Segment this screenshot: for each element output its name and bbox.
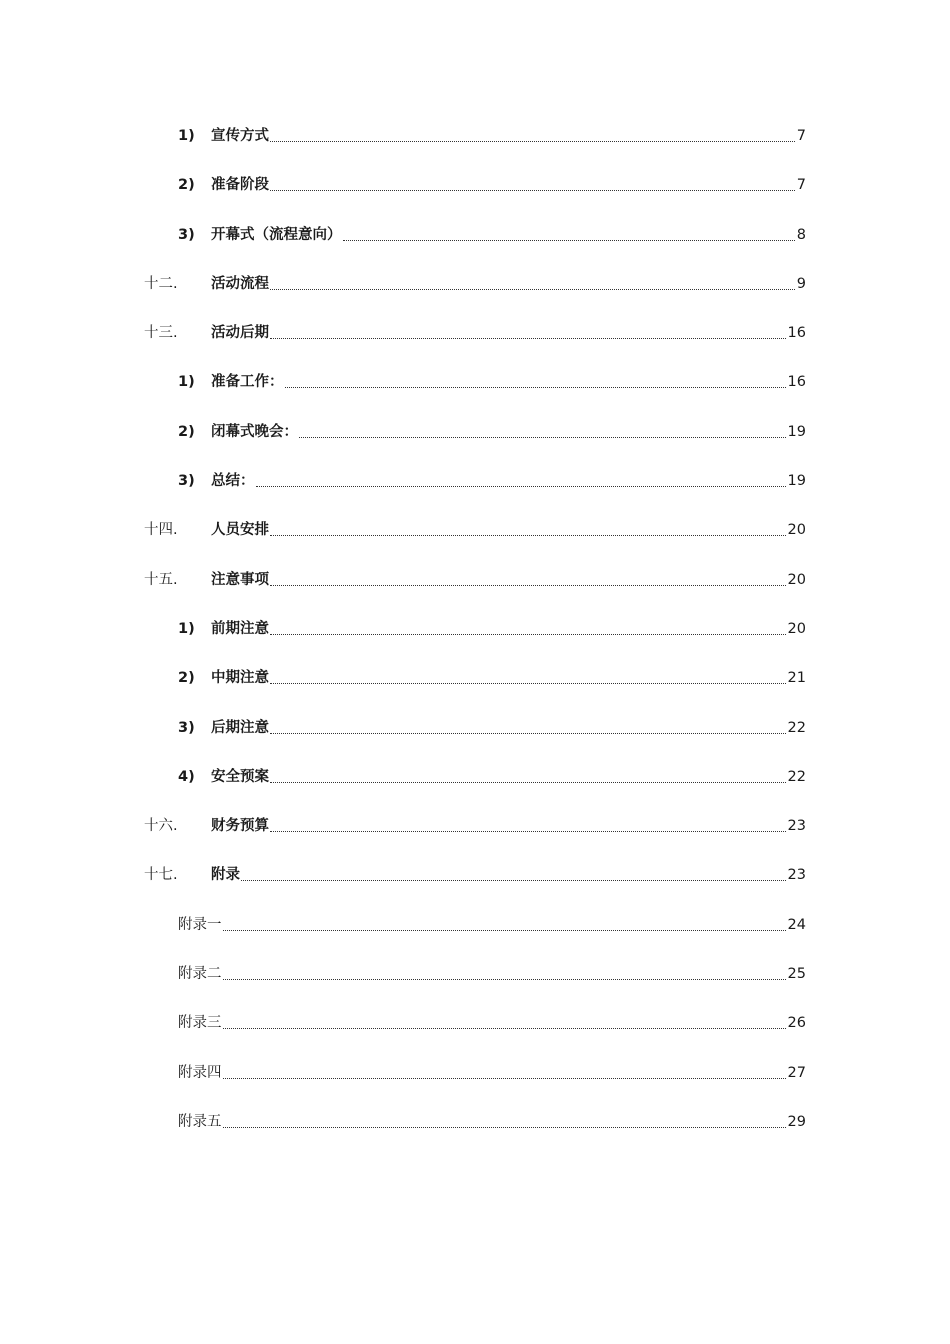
toc-entry[interactable] <box>0 654 950 703</box>
toc-entry-number: 2) <box>178 177 195 194</box>
toc-entry-title[interactable]: 人员安排 <box>211 522 269 539</box>
toc-dot-leader <box>270 190 795 191</box>
toc-entry-page-number[interactable]: 9 <box>796 275 806 292</box>
toc-entry-page-number[interactable]: 23 <box>787 867 806 884</box>
toc-entry-title[interactable]: 开幕式（流程意向） <box>211 226 342 243</box>
toc-dot-leader <box>270 733 786 734</box>
toc-entry-page-number[interactable]: 29 <box>787 1113 806 1130</box>
toc-entry-number: 3) <box>178 226 195 243</box>
toc-entry-title[interactable]: 活动后期 <box>211 325 269 342</box>
toc-entry-title[interactable]: 后期注意 <box>211 719 269 736</box>
toc-entry-page-number[interactable]: 16 <box>787 325 806 342</box>
toc-entry[interactable] <box>0 753 950 802</box>
toc-entry-title[interactable]: 附录一 <box>178 916 222 933</box>
toc-entry-title[interactable]: 财务预算 <box>211 818 269 835</box>
toc-entry[interactable] <box>0 1049 950 1098</box>
toc-dot-leader <box>270 585 786 586</box>
toc-dot-leader <box>223 930 786 931</box>
toc-entry-title[interactable]: 前期注意 <box>211 620 269 637</box>
toc-entry[interactable] <box>0 309 950 358</box>
toc-entry-page-number[interactable]: 19 <box>787 473 806 490</box>
toc-dot-leader <box>270 782 786 783</box>
toc-entry-number: 2) <box>178 423 195 440</box>
toc-entry[interactable] <box>0 161 950 210</box>
toc-entry-title[interactable]: 附录二 <box>178 966 222 983</box>
toc-entry[interactable] <box>0 605 950 654</box>
toc-dot-leader <box>223 1127 786 1128</box>
table-of-contents <box>0 112 950 1147</box>
toc-entry-title[interactable]: 中期注意 <box>211 670 269 687</box>
toc-entry-number: 十二. <box>144 275 178 292</box>
toc-entry-title[interactable]: 闭幕式晚会： <box>211 423 298 440</box>
toc-entry-page-number[interactable]: 16 <box>787 374 806 391</box>
toc-entry-page-number[interactable]: 21 <box>787 670 806 687</box>
toc-entry-page-number[interactable]: 7 <box>796 128 806 144</box>
toc-entry[interactable] <box>0 260 950 309</box>
toc-entry[interactable] <box>0 408 950 457</box>
toc-entry-page-number[interactable]: 7 <box>796 177 806 194</box>
toc-dot-leader <box>223 979 786 980</box>
toc-entry-number: 2) <box>178 670 195 687</box>
toc-dot-leader <box>223 1078 786 1079</box>
toc-entry-title[interactable]: 附录三 <box>178 1015 222 1032</box>
toc-entry-page-number[interactable]: 22 <box>787 768 806 785</box>
toc-entry-title[interactable]: 宣传方式 <box>211 128 269 144</box>
toc-dot-leader <box>270 535 786 536</box>
toc-entry-title[interactable]: 总结： <box>211 473 255 490</box>
toc-entry-title[interactable]: 安全预案 <box>211 768 269 785</box>
toc-dot-leader <box>241 880 786 881</box>
toc-entry[interactable] <box>0 999 950 1048</box>
toc-entry-title[interactable]: 注意事项 <box>211 571 269 588</box>
toc-entry[interactable] <box>0 112 950 161</box>
toc-entry-page-number[interactable]: 20 <box>787 522 806 539</box>
toc-entry[interactable] <box>0 802 950 851</box>
toc-entry[interactable] <box>0 901 950 950</box>
toc-dot-leader <box>270 634 786 635</box>
toc-entry[interactable] <box>0 211 950 260</box>
toc-entry[interactable] <box>0 851 950 900</box>
toc-entry-number: 十五. <box>144 571 178 588</box>
toc-entry[interactable] <box>0 457 950 506</box>
toc-entry-page-number[interactable]: 24 <box>787 916 806 933</box>
toc-entry[interactable] <box>0 506 950 555</box>
toc-dot-leader <box>285 387 786 388</box>
toc-entry-page-number[interactable]: 26 <box>787 1015 806 1032</box>
toc-entry[interactable] <box>0 950 950 999</box>
toc-entry-number: 十四. <box>144 522 178 539</box>
toc-dot-leader <box>270 338 786 339</box>
toc-entry-page-number[interactable]: 19 <box>787 423 806 440</box>
toc-dot-leader <box>270 831 786 832</box>
toc-dot-leader <box>343 240 795 241</box>
toc-dot-leader <box>270 141 795 142</box>
toc-entry-number: 3) <box>178 473 195 490</box>
toc-entry[interactable] <box>0 556 950 605</box>
toc-dot-leader <box>270 683 786 684</box>
toc-entry-page-number[interactable]: 8 <box>796 226 806 243</box>
toc-dot-leader <box>256 486 786 487</box>
toc-entry-number: 3) <box>178 719 195 736</box>
toc-entry-title[interactable]: 准备阶段 <box>211 177 269 194</box>
toc-entry[interactable] <box>0 704 950 753</box>
toc-entry-number: 1) <box>178 620 195 637</box>
toc-entry-number: 1) <box>178 374 195 391</box>
toc-entry-title[interactable]: 附录四 <box>178 1064 222 1081</box>
toc-entry-number: 十三. <box>144 325 178 342</box>
toc-entry-page-number[interactable]: 27 <box>787 1064 806 1081</box>
toc-entry-page-number[interactable]: 22 <box>787 719 806 736</box>
toc-entry-page-number[interactable]: 20 <box>787 620 806 637</box>
toc-entry-title[interactable]: 附录 <box>211 867 240 884</box>
toc-entry-page-number[interactable]: 25 <box>787 966 806 983</box>
toc-entry-number: 1) <box>178 128 195 144</box>
toc-dot-leader <box>299 437 786 438</box>
toc-entry[interactable] <box>0 1098 950 1147</box>
toc-entry-title[interactable]: 附录五 <box>178 1113 222 1130</box>
toc-entry-page-number[interactable]: 23 <box>787 818 806 835</box>
toc-entry-page-number[interactable]: 20 <box>787 571 806 588</box>
toc-dot-leader <box>270 289 795 290</box>
toc-entry-title[interactable]: 准备工作： <box>211 374 284 391</box>
toc-entry-title[interactable]: 活动流程 <box>211 275 269 292</box>
toc-entry-number: 十七. <box>144 867 178 884</box>
toc-entry-number: 4) <box>178 768 195 785</box>
toc-entry-number: 十六. <box>144 818 178 835</box>
toc-entry[interactable] <box>0 358 950 407</box>
toc-dot-leader <box>223 1028 786 1029</box>
